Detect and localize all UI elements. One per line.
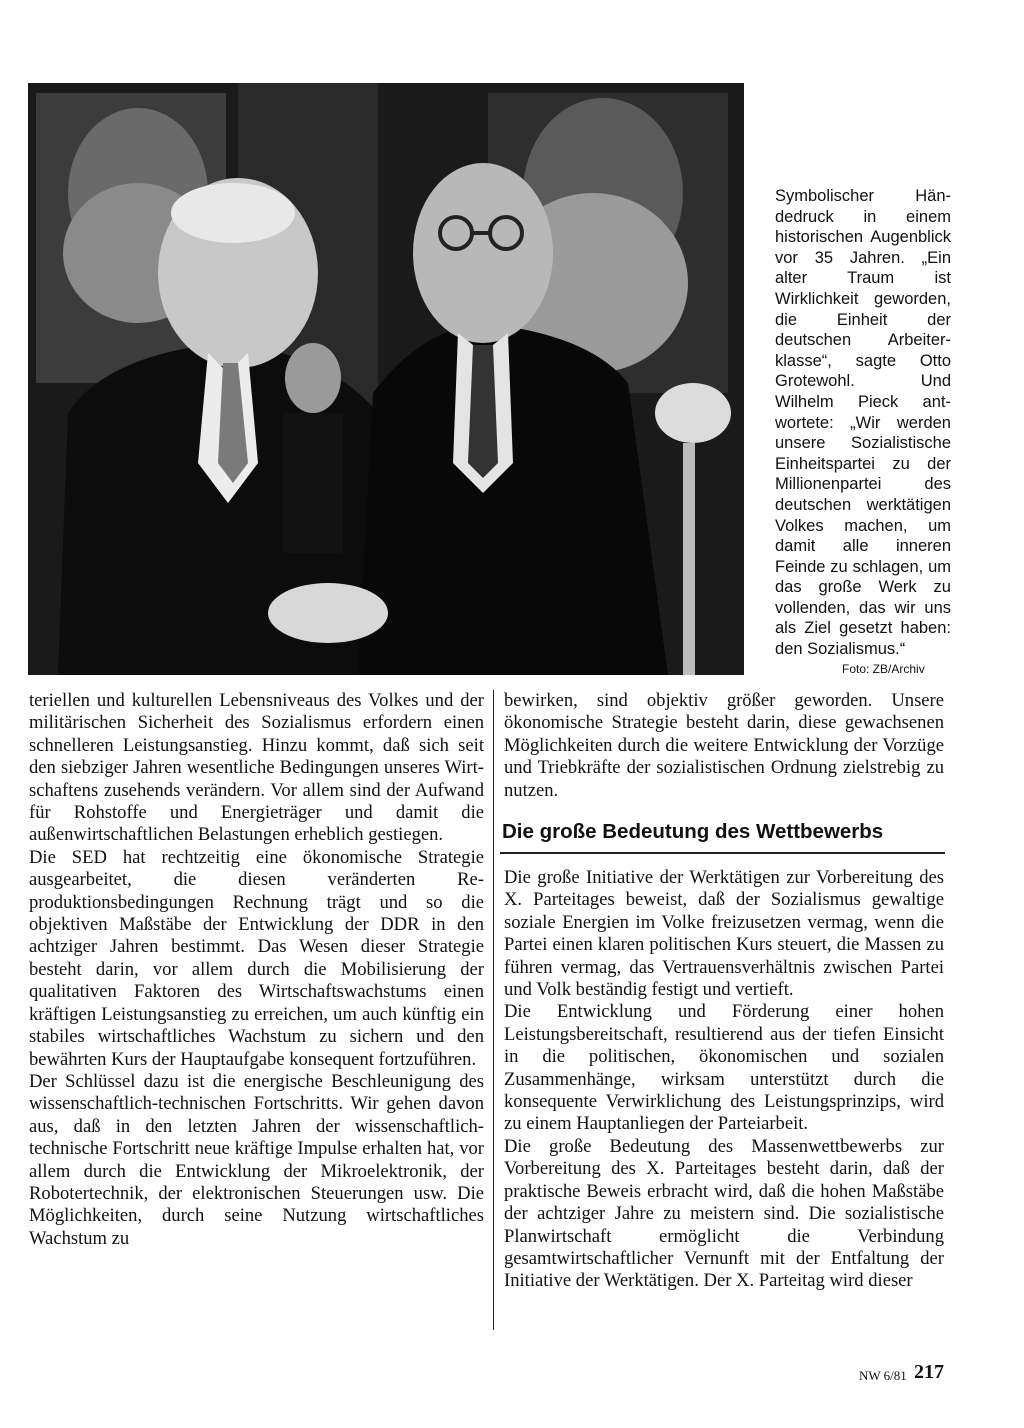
heading-rule — [500, 852, 945, 854]
historic-photo — [28, 83, 744, 675]
photo-credit: Foto: ZB/Archiv — [842, 662, 925, 676]
right-column-top-text: bewirken, sind objektiv größer geworden. Unsere ökonomische Strategie besteht darin, diese gewachsenen Möglichkeiten durch die weitere Entwicklung der Vorzüge und Triebkräfte der sozialistischen Ordnung zielstrebig zu nutzen. — [504, 690, 944, 801]
section-heading: Die große Bedeutung des Wettbewerbs — [502, 820, 884, 843]
left-column-text: teriellen und kulturellen Lebensniveaus des Volkes und der militärischen Sicherheit des Sozialismus erfordern einen schnelleren Leistungsanstieg. Hinzu kommt, daß sich seit den siebziger Jahren wesentliche Bedingungen unseres Wirtschaftens zusehends verändern. Vor allem sind der Aufwand für Rohstoffe und Energieträger und damit die außenwirtschaftlichen Belastungen erheblich gestiegen. Die SED hat rechtzeitig eine ökonomische Strategie ausgearbeitet, die diesen veränderten Reproduktionsbedingungen Rechnung trägt und so die objektiven Maßstäbe der Entwicklung der DDR in den achtziger Jahren bestimmt. Das Wesen dieser Strategie besteht darin, vor allem durch die Mobilisierung der qualitativen Faktoren des Wirtschaftswachstums einen kräftigen Leistungsanstieg zu erreichen, um auch künftig ein stabiles wirtschaftliches Wachstum zu sichern und den bewährten Kurs der Hauptaufgabe konsequent fortzuführen. Der Schlüssel dazu ist die energische Beschleunigung des wissenschaftlich-technischen Fortschritts. Wir gehen davon aus, daß in den letzten Jahren der wissenschaftlich-technische Fortschritt neue kräftige Impulse erhalten hat, vor allem durch die Entwicklung der Mikroelektronik, der Robotertechnik, der elektronischen Steuerungen usw. Die Möglichkeiten, durch seine Nutzung wirtschaftliches Wachstum zu — [29, 690, 484, 1249]
page-number: 217 — [914, 1361, 944, 1383]
photo-caption: Symbolischer Händedruck in einem historischen Augenblick vor 35 Jahren. „Ein alter Traum ist Wirklichkeit geworden, die Einheit der deutschen Arbeiterklasse“, sagte Otto Grotewohl. Und Wilhelm Pieck antwortete: „Wir werden unsere Sozialistische Einheitspartei zu der Millionenpartei des deutschen werktätigen Volkes machen, um damit alle inneren Feinde zu schlagen, um das große Werk zu vollenden, das wir uns als Ziel gesetzt haben: den Sozialismus.“ — [775, 187, 951, 659]
column-divider — [493, 690, 494, 1330]
photo-icon — [28, 83, 744, 675]
footer-source: NW 6/81 — [859, 1368, 907, 1383]
right-column-body-text: Die große Initiative der Werktätigen zur Vorbereitung des X. Parteitages beweist, daß der Sozialismus gewaltige soziale Energien im Volke freizusetzen vermag, wenn die Partei einen klaren politischen Kurs steuert, die Massen zu führen vermag, das Vertrauensverhältnis zwischen Partei und Volk beständig festigt und vertieft. Die Entwicklung und Förderung einer hohen Leistungsbereitschaft, resultierend aus der tiefen Einsicht in die politischen, ökonomischen und sozialen Zusammenhänge, wirksam unterstützt durch die konsequente Verwirklichung des Leistungsprinzips, wird zu einem Hauptanliegen der Parteiarbeit. Die große Bedeutung des Massenwettbewerbs zur Vorbereitung des X. Parteitages besteht darin, daß der praktische Beweis erbracht wird, daß die hohen Maßstäbe der achtziger Jahre zu meistern sind. Die sozialistische Planwirtschaft ermöglicht die Verbindung gesamtwirtschaftlicher Vernunft mit der Entfaltung der Initiative der Werktätigen. Der X. Parteitag wird dieser — [504, 867, 944, 1292]
